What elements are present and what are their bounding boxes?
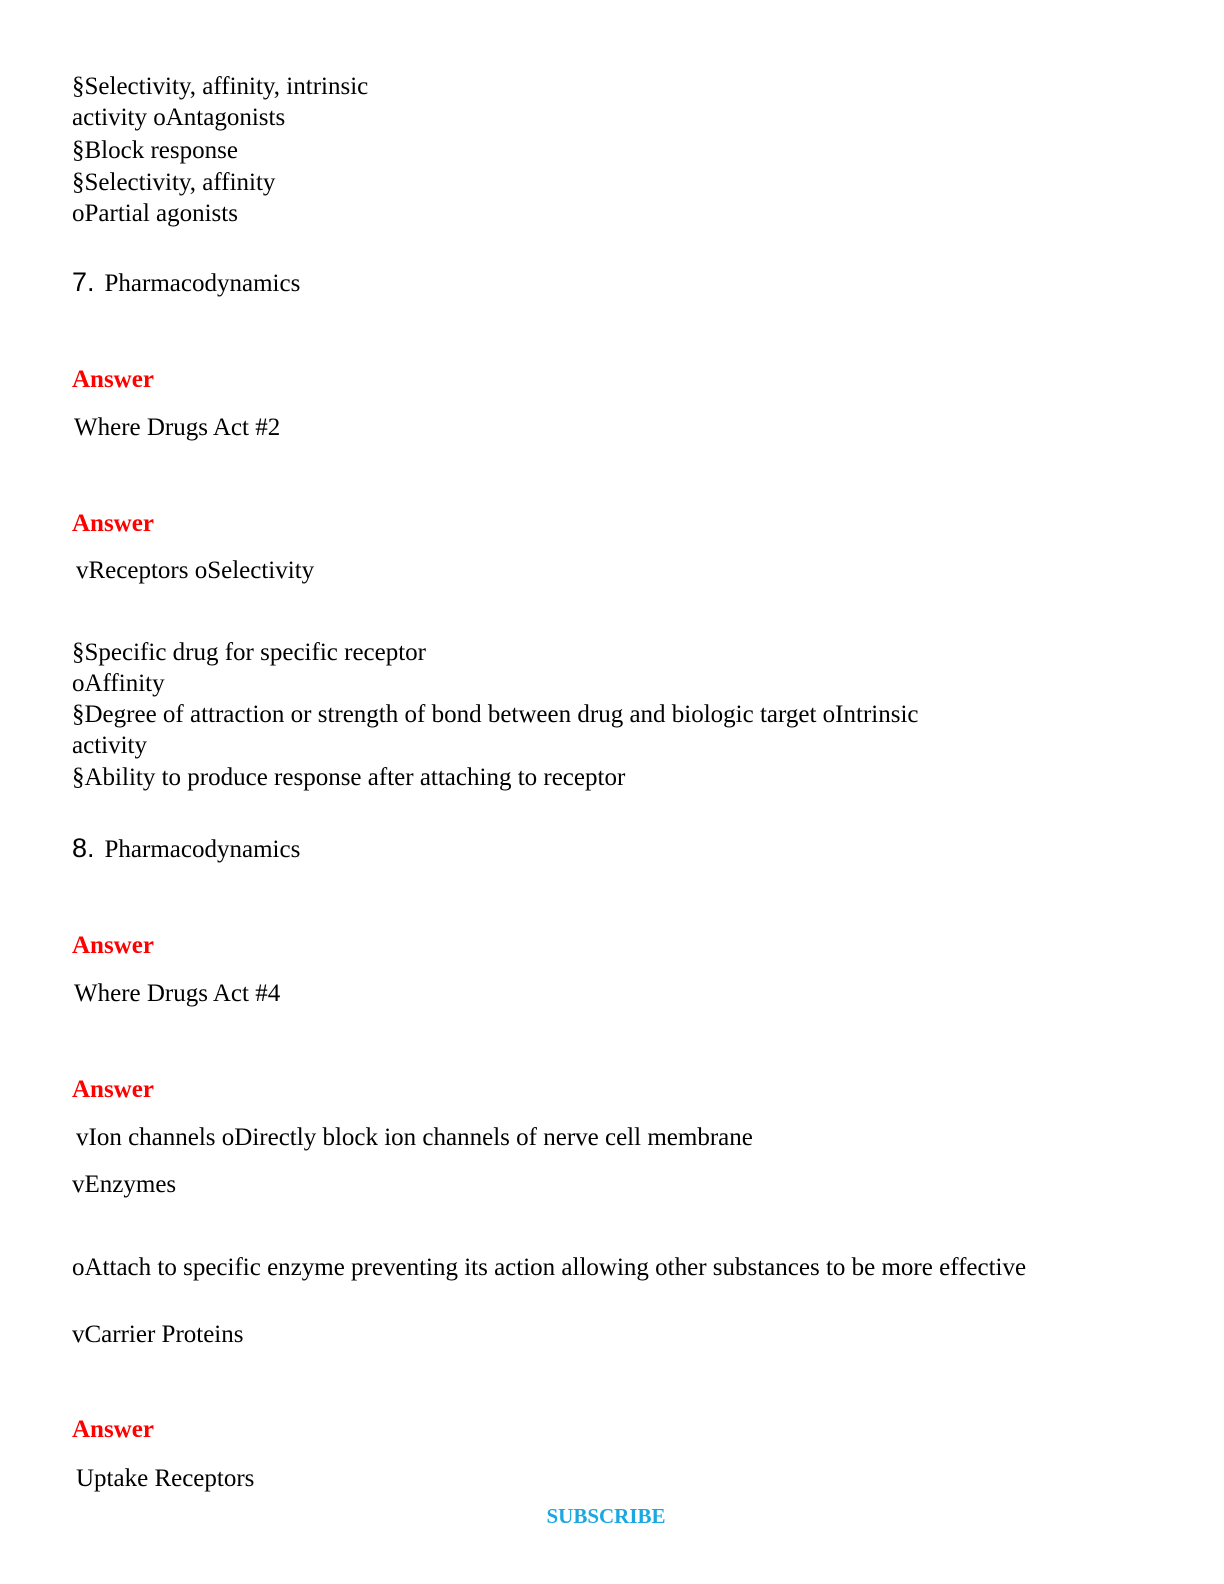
answer-text: vReceptors oSelectivity <box>76 557 315 584</box>
answer-label: Answer <box>72 366 154 393</box>
detail-line: oAffinity <box>72 670 165 697</box>
intro-line: §Selectivity, affinity, intrinsic <box>72 73 369 100</box>
answer-label: Answer <box>72 510 154 537</box>
answer-line: oAttach to specific enzyme preventing its action allowing other substances to be more effective <box>72 1254 1027 1281</box>
answer-line: vEnzymes <box>72 1171 177 1198</box>
intro-line: §Block response <box>72 137 238 164</box>
question-8-number: 8. <box>72 833 95 863</box>
detail-line: §Degree of attraction or strength of bond between drug and biologic target oIntrinsic <box>72 701 919 728</box>
intro-line: activity oAntagonists <box>72 104 286 131</box>
intro-line: §Selectivity, affinity <box>72 169 276 196</box>
answer-label: Answer <box>72 1076 154 1103</box>
answer-text: Uptake Receptors <box>76 1465 255 1492</box>
question-8-heading <box>72 833 300 865</box>
answer-line: vCarrier Proteins <box>72 1321 244 1348</box>
answer-label: Answer <box>72 1416 154 1443</box>
subscribe-link[interactable]: SUBSCRIBE <box>546 1504 666 1528</box>
intro-line: oPartial agonists <box>72 200 238 227</box>
detail-line: §Specific drug for specific receptor <box>72 639 427 666</box>
question-8-title: Pharmacodynamics <box>104 836 301 863</box>
answer-text: Where Drugs Act #2 <box>74 414 281 441</box>
answer-text: Where Drugs Act #4 <box>74 980 281 1007</box>
question-7-title: Pharmacodynamics <box>104 270 301 297</box>
answer-label: Answer <box>72 932 154 959</box>
detail-line: §Ability to produce response after attaching to receptor <box>72 764 626 791</box>
question-7-number: 7. <box>72 267 95 297</box>
question-7-heading <box>72 267 300 299</box>
answer-line: vIon channels oDirectly block ion channels of nerve cell membrane <box>76 1124 753 1151</box>
detail-line: activity <box>72 732 147 759</box>
